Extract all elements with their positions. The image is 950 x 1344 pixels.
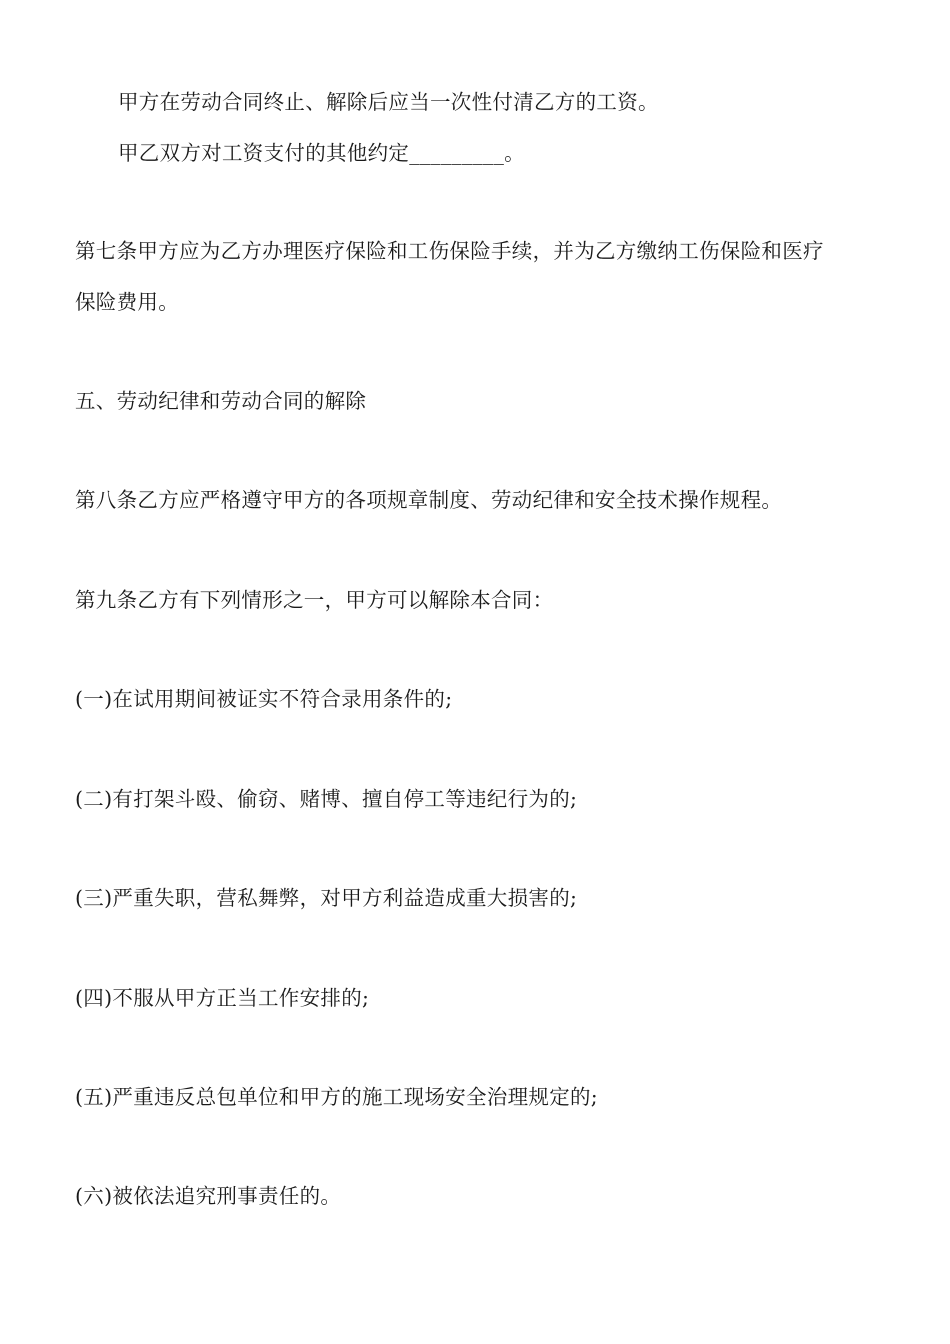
article-9-item-4: (四)不服从甲方正当工作安排的; [75,986,370,1010]
paragraph-other-wage-agreement: 甲乙双方对工资支付的其他约定_________。 [118,141,525,165]
article-9-item-2: (二)有打架斗殴、偷窃、赌博、擅自停工等违纪行为的; [75,787,578,811]
section-heading-labor-discipline: 五、劳动纪律和劳动合同的解除 [75,389,367,413]
paragraph-wage-settlement: 甲方在劳动合同终止、解除后应当一次性付清乙方的工资。 [118,90,659,114]
article-9-item-5: (五)严重违反总包单位和甲方的施工现场安全治理规定的; [75,1085,599,1109]
article-9-item-3: (三)严重失职，营私舞弊，对甲方利益造成重大损害的; [75,886,578,910]
article-8: 第八条乙方应严格遵守甲方的各项规章制度、劳动纪律和安全技术操作规程。 [75,488,783,512]
article-9-item-1: (一)在试用期间被证实不符合录用条件的; [75,687,453,711]
article-9-item-6: (六)被依法追究刑事责任的。 [75,1184,342,1208]
article-7-line-2: 保险费用。 [75,290,179,314]
article-7-line-1: 第七条甲方应为乙方办理医疗保险和工伤保险手续，并为乙方缴纳工伤保险和医疗 [75,239,824,263]
article-9: 第九条乙方有下列情形之一，甲方可以解除本合同： [75,588,554,612]
